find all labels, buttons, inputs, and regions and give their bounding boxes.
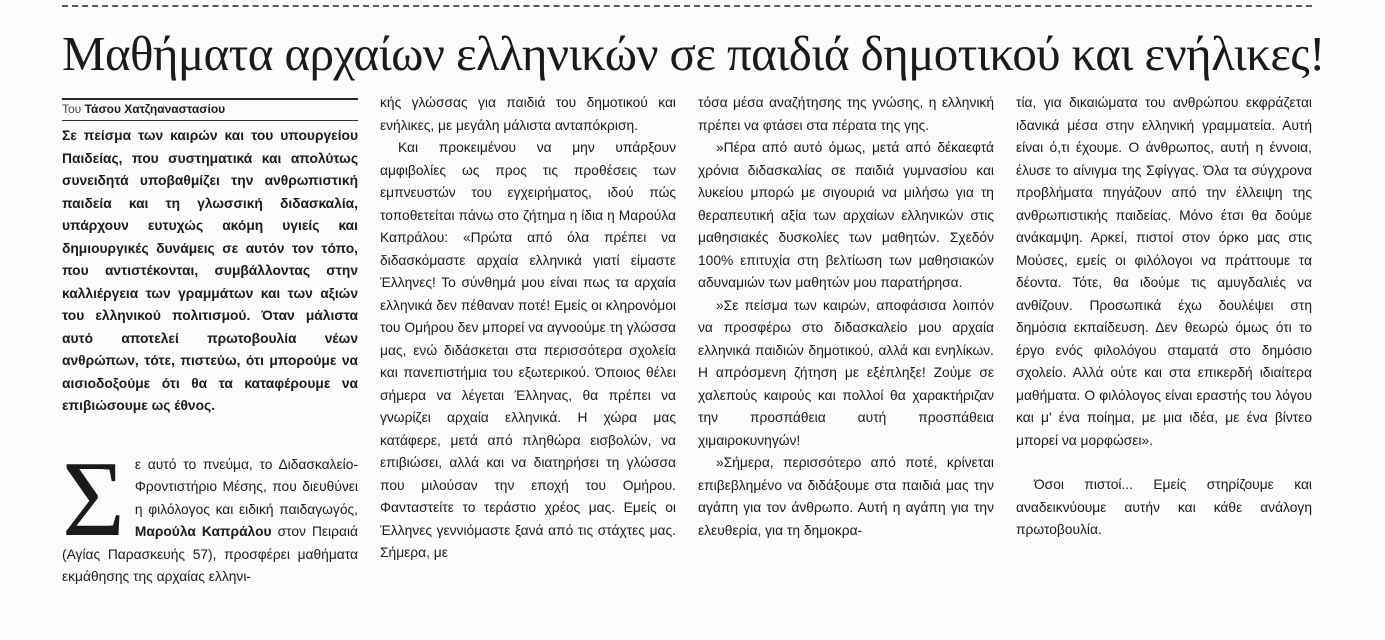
paragraph-1-name: Μαρούλα Καπράλου — [134, 524, 272, 539]
paragraph-1-continued: κής γλώσσας για παιδιά του δημοτικού και ενήλικες, με μεγάλη μάλιστα ανταπόκριση. — [380, 95, 676, 133]
column-2 — [380, 92, 676, 565]
drop-cap: Σ — [62, 439, 125, 559]
paragraph-1-start: ε αυτό το πνεύμα, το Διδασκαλείο-Φροντιστήριο Μέσης, που διευθύνει η φιλόλογος και ειδική παιδαγωγός, — [134, 456, 358, 517]
top-dashed-rule — [62, 5, 1312, 7]
paragraph-4: »Σε πείσμα των καιρών, αποφάσισα λοιπόν να προσφέρω στο διδασκαλείο μου αρχαία ελληνικά παιδιών δημοτικού, αλλά και ενηλίκων. Η απρόσμενη ζήτηση με εξέπληξε! Ζούμε σε χαλεπούς καιρούς και πολλοί θα χαρακτήριζαν την προσπάθεια αυτή προσπάθεια χιμαιροκυνηγών! — [698, 297, 994, 448]
paragraph-1-end-part-a: στον Πειραιά (Αγίας Παρασκευής 57), προσφέρει μαθήματα εκμάθησης της αρχαίας ελληνι- — [62, 524, 358, 584]
paragraph-5-continued: τία, για δικαιώματα του ανθρώπου εκφράζεται ιδανικά μέσα στην ελληνική γραμματεία. Αυτή είναι ό,τι έχουμε. Ο άνθρωπος, αυτή η έννοια, έλυσε το αίνιγμα της Σφίγγας. Όλα τα σύγχρονα προβλήματα πηγάζουν από την έλλειψη της ανθρωπιστικής παιδείας. Μόνο έτσι θα δούμε ανάκαμψη. Αρκεί, πιστοί στον όρκο μας στις Μούσες, εμείς οι φιλόλογοι να πράττουμε τα δέοντα. Τότε, θα ιδούμε τις αμυγδαλιές να ανθίζουν. Προσωπικά έχω δουλέψει στη δημόσια εκπαίδευση. Δεν θεωρώ όμως ότι το έργο ενός φιλολόγου σταματά στο δημόσιο σχολείο. Αλλά ούτε και στα επικερδή ιδιαίτερα μαθήματα. Ο φιλόλογος είναι εραστής του λόγου και μ' ένα ποίημα, με μια ιδέα, με ένα βίντεο μπορεί να μορφώσει». — [1016, 95, 1312, 448]
column-1 — [62, 92, 358, 589]
column-4 — [1016, 92, 1312, 542]
paragraph-5: »Σήμερα, περισσότερο από ποτέ, κρίνεται επιβεβλημένο να διδάξουμε στα παιδιά μας την αγάπη για τον άνθρωπο. Αυτή η αγάπη για την ελευθερία, για τη δημοκρα- — [698, 455, 994, 538]
paragraph-2: Και προκειμένου να μην υπάρξουν αμφιβολίες ως προς τις προθέσεις των εμπνευστών του εγχειρήματος, ιδού πώς τοποθετείται πάνω στο ζήτημα η ίδια η Μαρούλα Καπράλου: «Πρώτα από όλα πρέπει να διδασκόμαστε αρχαία ελληνικά γιατί είμαστε Έλληνες! Το σύνθημά μου είναι πως τα αρχαία ελληνικά δεν πέθαναν ποτέ! Εμείς οι κληρονόμοι του Ομήρου δεν μπορεί να αγνοούμε τη γλώσσα μας, ενώ διδάσκεται στα περισσότερα σχολεία και πανεπιστήμια του εξωτερικού. Όποιος θέλει σήμερα να λέγεται Έλληνας, θα πρέπει να γνωρίζει αρχαία ελληνικά. Η χώρα μας κατάφερε, μετά από πληθώρα εισβολών, να επιβιώσει, αλλά και να διατηρήσει τη γλώσσα που μιλούσαν την εποχή του Ομήρου. Φανταστείτε το τεράστιο χρέος μας. Εμείς οι Έλληνες γεννιόμαστε ξανά από τις στάχτες μας. Σήμερα, με — [380, 140, 676, 560]
paragraph-2-continued: τόσα μέσα αναζήτησης της γνώσης, η ελληνική πρέπει να φτάσει στα πέρατα της γης. — [698, 95, 994, 133]
paragraph-6: Όσοι πιστοί... Εμείς στηρίζουμε και αναδεικνύουμε αυτήν και κάθε ανάλογη πρωτοβουλία. — [1016, 477, 1312, 537]
paragraph-3: »Πέρα από αυτό όμως, μετά από δέκαεφτά χρόνια διδασκαλίας σε παιδιά γυμνασίου και λυκείου μπορώ με σιγουριά να μιλήσω για τη θεραπευτική αξία των αρχαίων ελληνικών στις μαθησιακές δυσκολίες των μαθητών. Σχεδόν 100% επιτυχία στη βελτίωση των μαθησιακών αδυναμιών των μαθητών μου παρατήρησα. — [698, 140, 994, 290]
lead-paragraph: Σε πείσμα των καιρών και του υπουργείου Παιδείας, που συστηματικά και απολύτως συνειδητά υποβαθμίζει την ανθρωπιστική παιδεία και τη γλωσσική διδασκαλία, υπάρχουν ευτυχώς ακόμη υγιείς και δημιουργικές δυνάμεις σε αυτόν τον τόπο, που αντιστέκονται, συμβάλλοντας στην καλλιέργεια των γραμμάτων και των αξιών του ελληνικού πολιτισμού. Όταν μάλιστα αυτό αποτελεί πρωτοβουλία νέων ανθρώπων, τότε, πιστεύω, ότι μπορούμε να αισιοδοξούμε ότι θα τα καταφέρουμε να επιβιώσουμε ως έθνος. — [62, 128, 358, 413]
article-title: Μαθήματα αρχαίων ελληνικών σε παιδιά δημοτικού και ενήλικες! — [62, 26, 1325, 81]
paragraph-1 — [62, 439, 358, 589]
column-3 — [698, 92, 994, 542]
byline-author: Τάσου Χατζηαναστασίου — [84, 102, 226, 116]
byline-prefix: Του — [62, 102, 82, 116]
